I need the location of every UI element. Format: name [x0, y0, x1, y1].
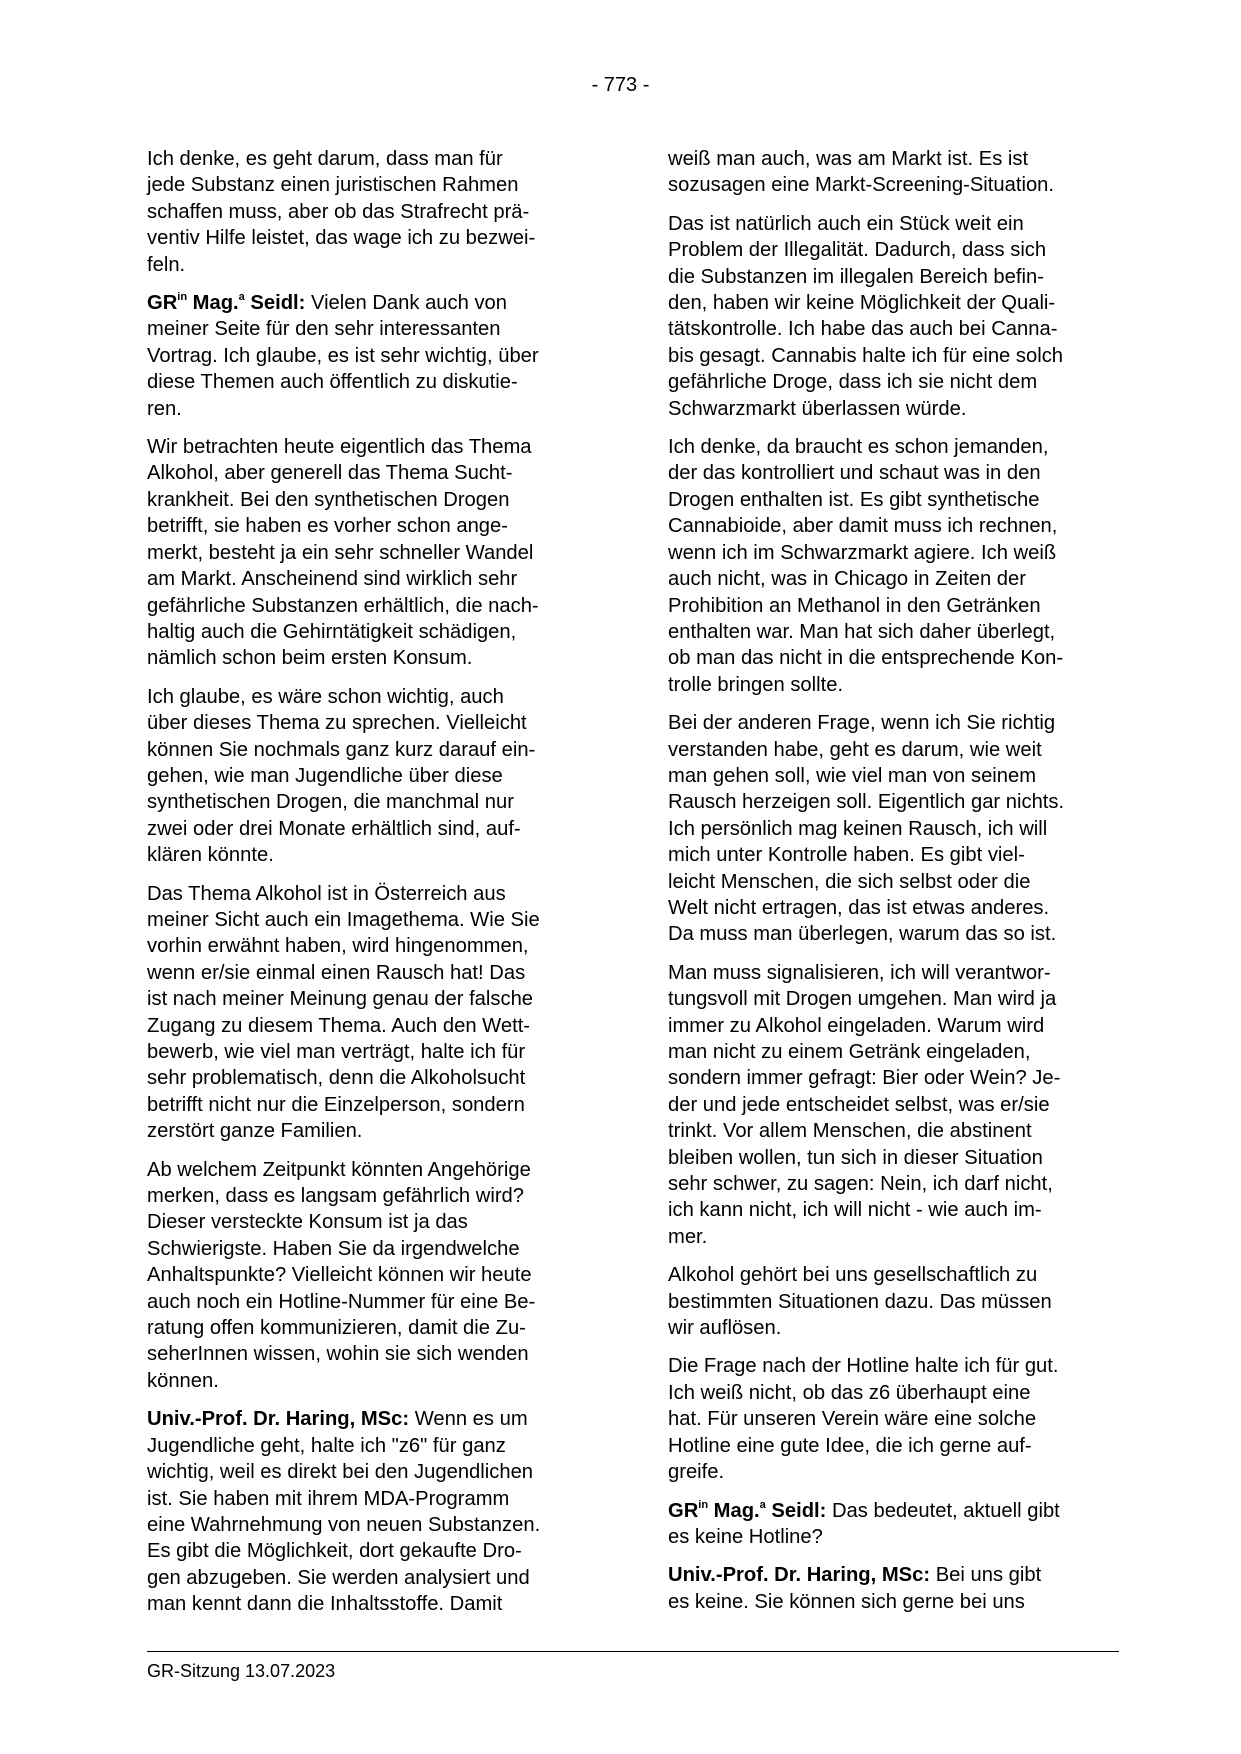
paragraph: Wir betrachten heute eigentlich das Thema Alkohol, aber generell das Thema Sucht- krankheit. Bei den synthetischen Drogen betrifft, sie haben es vorher schon ange- merkt, besteht ja ein sehr schneller Wandel am Markt. Anscheinend sind wirklich sehr gefährliche Substanzen erhältlich, die nach- haltig auch die Gehirntätigkeit schädigen, nämlich schon beim ersten Konsum. [147, 436, 539, 670]
right-column [668, 146, 1116, 1627]
paragraph: Ich denke, da braucht es schon jemanden, der das kontrolliert und schaut was in den Drogen enthalten ist. Es gibt synthetische Cannabioide, aber damit muss ich rechnen, wenn ich im Schwarzmarkt agiere. Ich weiß auch nicht, was in Chicago in Zeiten der Prohibition an Methanol in den Getränken enthalten war. Man hat sich daher überlegt, ob man das nicht in die entsprechende Kon- trolle bringen sollte. [668, 436, 1064, 696]
page-number: - 773 - [591, 74, 650, 96]
paragraph-seidl [147, 290, 595, 422]
speaker-haring: Univ.-Prof. Dr. Haring, MSc: [147, 1408, 410, 1431]
speech-text: Bei uns gibt es keine. Sie können sich gerne bei uns [668, 1564, 1042, 1613]
paragraph-haring [147, 1406, 595, 1617]
speaker-seidl: $GR^{in}$ Mag.$^a$ Seidl: [668, 1498, 827, 1522]
footer-session-date: GR-Sitzung 13.07.2023 [147, 1661, 336, 1681]
paragraph: Ich denke, es geht darum, dass man für jede Substanz einen juristischen Rahmen schaffen muss, aber ob das Strafrecht prä- ventiv Hilfe leistet, das wage ich zu bezwei- feln. [147, 148, 536, 276]
paragraph-haring [668, 1562, 1116, 1615]
paragraph: Ab welchem Zeitpunkt könnten Angehörige merken, dass es langsam gefährlich wird? Dieser versteckte Konsum ist ja das Schwierigste. Haben Sie da irgendwelche Anhaltspunkte? Vielleicht können wir heute auch noch ein Hotline-Nummer für eine Be- ratung offen kommunizieren, damit die Zu- seherInnen wissen, wohin sie sich wenden können. [147, 1158, 536, 1392]
paragraph: Ich glaube, es wäre schon wichtig, auch über dieses Thema zu sprechen. Vielleicht können Sie nochmals ganz kurz darauf ein- gehen, wie man Jugendliche über diese synthetischen Drogen, die manchmal nur zwei oder drei Monate erhältlich sind, auf- klären könnte. [147, 685, 536, 867]
speaker-seidl: $GR^{in}$ Mag.$^a$ Seidl: [147, 291, 306, 315]
paragraph: weiß man auch, was am Markt ist. Es ist sozusagen eine Markt-Screening-Situation. [668, 148, 1055, 197]
paragraph: Die Frage nach der Hotline halte ich für gut. Ich weiß nicht, ob das z6 überhaupt eine hat. Für unseren Verein wäre eine solche Hotline eine gute Idee, die ich gerne auf- greife. [668, 1355, 1059, 1484]
paragraph: Das Thema Alkohol ist in Österreich aus meiner Sicht auch ein Imagethema. Wie Sie vorhin erwähnt haben, wird hingenommen, wenn er/sie einmal einen Rausch hat! Das ist nach meiner Meinung genau der falsche Zugang zu diesem Thema. Auch den Wett- bewerb, wie viel man verträgt, halte ich für sehr problematisch, denn die Alkoholsucht betrifft nicht nur die Einzelperson, sondern zerstört ganze Familien. [147, 882, 540, 1143]
paragraph-seidl [668, 1498, 1116, 1551]
footer-divider [147, 1651, 1119, 1652]
speaker-haring: Univ.-Prof. Dr. Haring, MSc: [668, 1564, 931, 1587]
paragraph: Alkohol gehört bei uns gesellschaftlich zu bestimmten Situationen dazu. Das müssen wir auflösen. [668, 1264, 1052, 1340]
paragraph: Bei der anderen Frage, wenn ich Sie richtig verstanden habe, geht es darum, wie weit man gehen soll, wie viel man von seinem Rausch herzeigen soll. Eigentlich gar nichts. Ich persönlich mag keinen Rausch, ich will mich unter Kontrolle haben. Es gibt viel- leicht Menschen, die sich selbst oder die Welt nicht ertragen, das ist etwas anderes. Da muss man überlegen, warum das so ist. [668, 712, 1065, 946]
speech-text: Das bedeutet, aktuell gibt es keine Hotline? [668, 1499, 1060, 1548]
speech-text: Vielen Dank auch von meiner Seite für den sehr interessanten Vortrag. Ich glaube, es ist sehr wichtig, über diese Themen auch öffentlich zu diskutie- ren. [147, 292, 539, 420]
speech-text: Wenn es um Jugendliche geht, halte ich "z6" für ganz wichtig, weil es direkt bei den Jugendlichen ist. Sie haben mit ihrem MDA-Programm eine Wahrnehmung von neuen Substanzen. Es gibt die Möglichkeit, dort gekaufte Dro- gen abzugeben. Sie werden analysiert und man kennt dann die Inhaltsstoffe. Damit [147, 1408, 541, 1616]
paragraph: Das ist natürlich auch ein Stück weit ein Problem der Illegalität. Dadurch, dass sich die Substanzen im illegalen Bereich befin- den, haben wir keine Möglichkeit der Quali- tätskontrolle. Ich habe das auch bei Canna- bis gesagt. Cannabis halte ich für eine solch gefährliche Droge, dass ich sie nicht dem Schwarzmarkt überlassen würde. [668, 212, 1064, 420]
left-column [147, 146, 595, 1630]
paragraph: Man muss signalisieren, ich will verantwor- tungsvoll mit Drogen umgehen. Man wird ja immer zu Alkohol eingeladen. Warum wird man nicht zu einem Getränk eingeladen, sondern immer gefragt: Bier oder Wein? Je- der und jede entscheidet selbst, was er/sie trinkt. Vor allem Menschen, die abstinent bleiben wollen, tun sich in dieser Situation sehr schwer, zu sagen: Nein, ich darf nicht, ich kann nicht, ich will nicht - wie auch im- mer. [668, 961, 1061, 1248]
